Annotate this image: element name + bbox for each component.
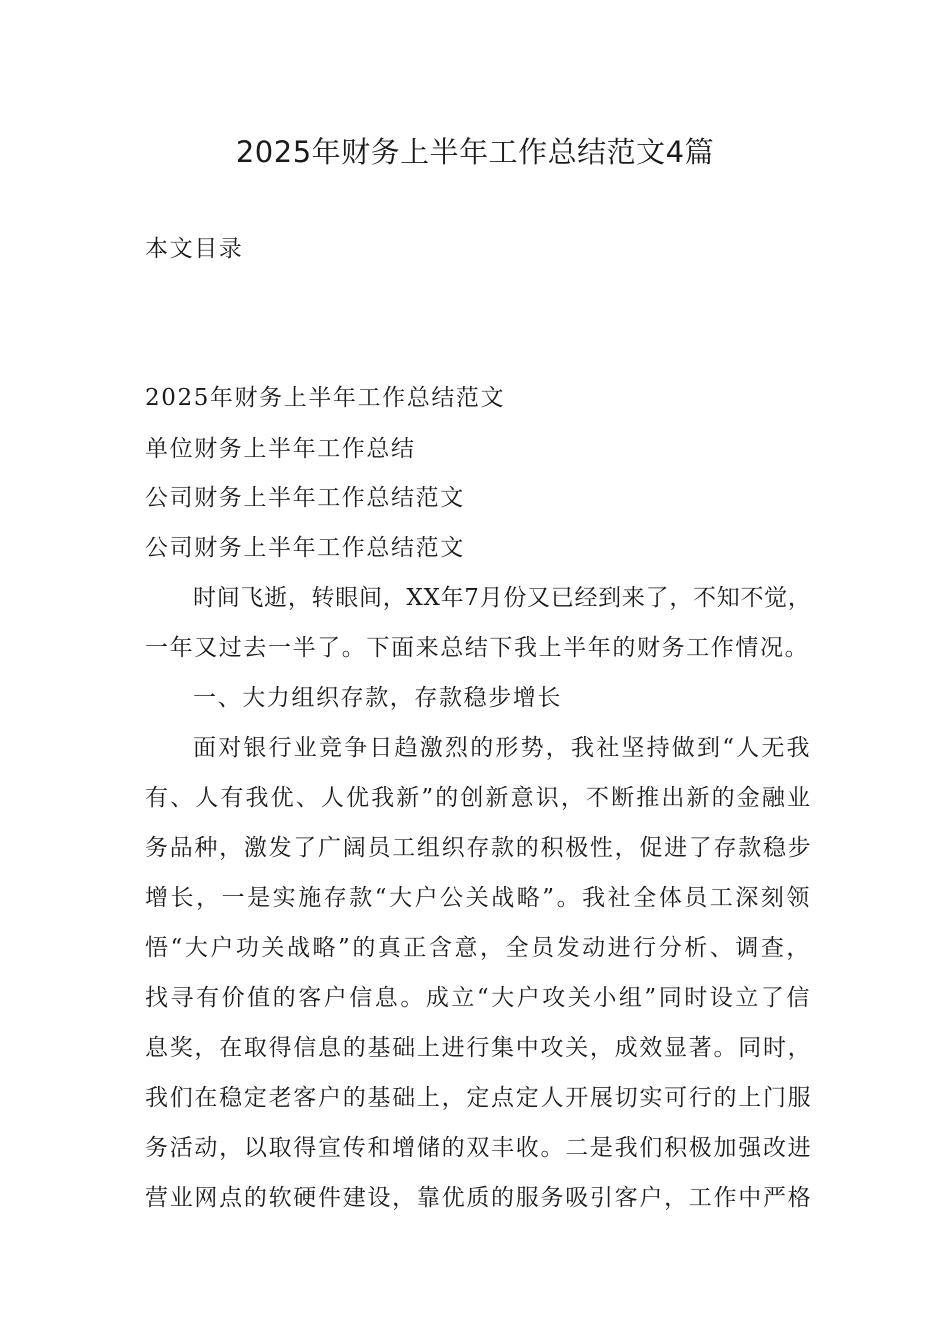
body-line: 息奖，在取得信息的基础上进行集中攻关，成效显著。同时， <box>145 1035 813 1061</box>
toc-item: 公司财务上半年工作总结范文 <box>145 485 465 511</box>
document-title: 2025年财务上半年工作总结范文4篇 <box>235 135 715 169</box>
body-line: 一年又过去一半了。下面来总结下我上半年的财务工作情况。 <box>145 635 810 661</box>
body-line: 务活动，以取得宣传和增储的双丰收。二是我们积极加强改进 <box>145 1135 813 1161</box>
body-line: 我们在稳定老客户的基础上，定点定人开展切实可行的上门服 <box>145 1085 813 1111</box>
section-heading: 一、大力组织存款，存款稳步增长 <box>193 685 562 711</box>
body-line: 面对银行业竞争日趋激烈的形势，我社坚持做到“人无我 <box>193 735 812 761</box>
body-line: 有、人有我优、人优我新”的创新意识，不断推出新的金融业 <box>145 785 813 811</box>
body-line: 增长，一是实施存款“大户公关战略”。我社全体员工深刻领 <box>145 885 812 911</box>
body-line: 时间飞逝，转眼间，XX年7月份又已经到来了，不知不觉， <box>193 585 812 611</box>
toc-item: 单位财务上半年工作总结 <box>145 436 416 462</box>
body-line: 务品种，激发了广阔员工组织存款的积极性，促进了存款稳步 <box>145 835 813 861</box>
body-line: 悟“大户功关战略”的真正含意，全员发动进行分析、调查， <box>145 935 812 961</box>
toc-item: 2025年财务上半年工作总结范文 <box>145 385 506 411</box>
toc-item: 公司财务上半年工作总结范文 <box>145 535 465 561</box>
body-line: 找寻有价值的客户信息。成立“大户攻关小组”同时设立了信 <box>145 985 812 1011</box>
body-line: 营业网点的软硬件建设，靠优质的服务吸引客户，工作中严格 <box>145 1185 813 1211</box>
toc-heading: 本文目录 <box>145 236 244 262</box>
